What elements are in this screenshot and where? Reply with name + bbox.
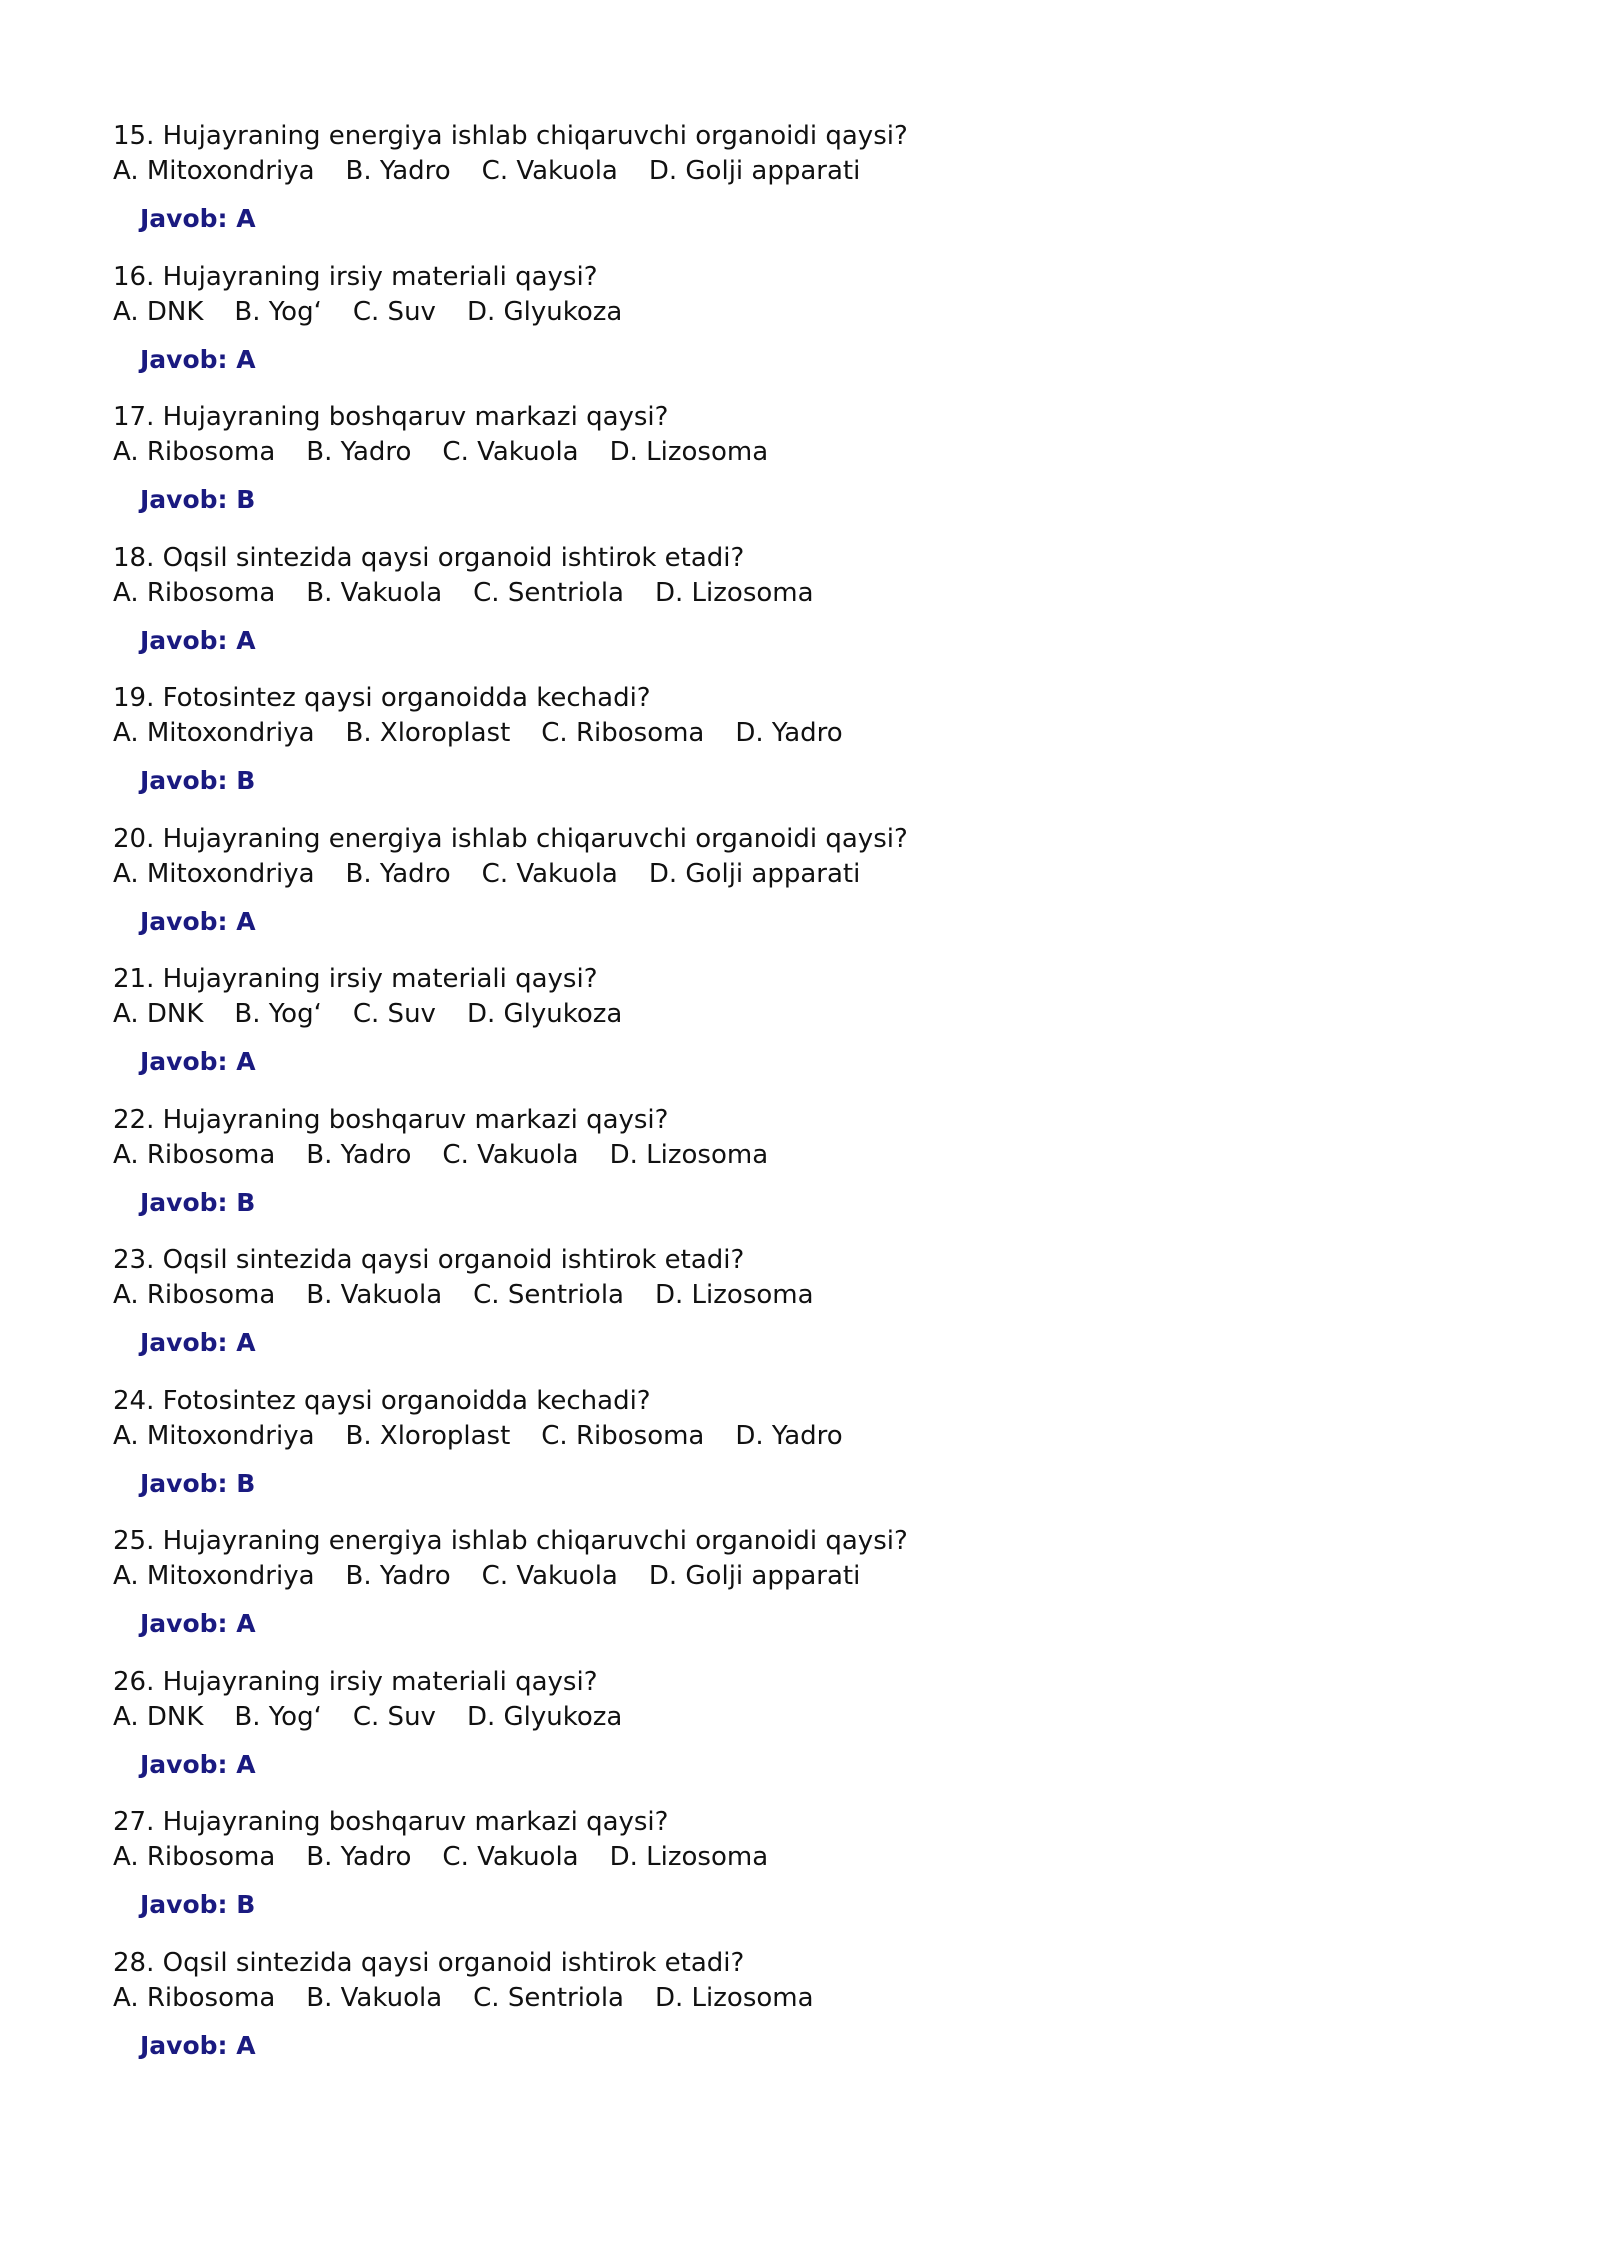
question-item: [113, 1666, 1493, 1807]
option-c: C. Ribosoma: [541, 718, 705, 748]
option-a: A. Mitoxondriya: [113, 156, 315, 186]
option-b: B. Yadro: [306, 1842, 412, 1872]
option-d: D. Glyukoza: [466, 1701, 623, 1732]
answer-line: Javob: A: [140, 1047, 256, 1076]
option-b: B. Xloroplast: [345, 718, 511, 748]
question-item: [113, 401, 1493, 542]
answer-line: Javob: B: [140, 766, 256, 795]
option-d: D. Golji apparati: [648, 1561, 861, 1591]
option-d: D. Yadro: [735, 1420, 843, 1451]
option-c: C. Suv: [352, 296, 436, 327]
option-d: D. Lizosoma: [609, 437, 769, 467]
answer-line: Javob: A: [140, 1749, 256, 1779]
option-a: A. Ribosoma: [113, 577, 276, 608]
option-c: C. Suv: [352, 999, 436, 1029]
option-b: B. Yog‘: [234, 1701, 322, 1732]
answer-line: Javob: A: [140, 1609, 256, 1638]
question-text: 15. Hujayraning energiya ishlab chiqaruvchi organoidi qaysi?: [113, 121, 908, 151]
question-item: [113, 1385, 1493, 1526]
option-c: C. Sentriola: [473, 1982, 624, 2013]
option-b: B. Xloroplast: [345, 1420, 511, 1451]
option-a: A. DNK: [113, 1701, 204, 1732]
question-text: 22. Hujayraning boshqaruv markazi qaysi?: [113, 1104, 669, 1135]
option-d: D. Glyukoza: [466, 999, 623, 1029]
option-d: D. Golji apparati: [648, 156, 861, 186]
question-text: 24. Fotosintez qaysi organoidda kechadi?: [113, 1385, 651, 1416]
option-c: C. Vakuola: [481, 858, 618, 889]
option-d: D. Glyukoza: [466, 296, 623, 327]
options-row: [113, 155, 891, 187]
option-a: A. Ribosoma: [113, 1139, 276, 1170]
option-c: C. Vakuola: [442, 1842, 579, 1872]
option-a: A. Mitoxondriya: [113, 858, 315, 889]
option-a: A. Mitoxondriya: [113, 1561, 315, 1591]
answer-line: Javob: A: [140, 625, 256, 655]
option-d: D. Yadro: [735, 718, 843, 748]
answer-line: Javob: A: [140, 344, 256, 374]
question-item: [113, 1947, 1493, 2088]
option-d: D. Lizosoma: [609, 1842, 769, 1872]
option-c: C. Sentriola: [473, 1280, 624, 1310]
option-b: B. Yog‘: [234, 296, 322, 327]
question-item: [113, 1806, 1493, 1947]
question-text: 20. Hujayraning energiya ishlab chiqaruvchi organoidi qaysi?: [113, 823, 908, 854]
option-b: B. Yadro: [306, 437, 412, 467]
option-b: B. Yadro: [345, 858, 451, 889]
options-row: [113, 1841, 799, 1873]
question-item: [113, 682, 1493, 823]
option-d: D. Lizosoma: [655, 577, 814, 608]
option-a: A. Ribosoma: [113, 1280, 276, 1310]
question-list: [113, 120, 1493, 2087]
option-a: A. Ribosoma: [113, 437, 276, 467]
option-b: B. Yadro: [345, 1561, 451, 1591]
options-row: [113, 1279, 845, 1311]
options-row: [113, 858, 891, 890]
question-item: [113, 963, 1493, 1104]
question-item: [113, 542, 1493, 683]
option-d: D. Golji apparati: [648, 858, 861, 889]
question-text: 27. Hujayraning boshqaruv markazi qaysi?: [113, 1807, 669, 1837]
option-d: D. Lizosoma: [609, 1139, 769, 1170]
question-item: [113, 261, 1493, 402]
question-text: 25. Hujayraning energiya ishlab chiqaruvchi organoidi qaysi?: [113, 1526, 908, 1556]
question-item: [113, 823, 1493, 964]
question-text: 16. Hujayraning irsiy materiali qaysi?: [113, 261, 598, 292]
question-text: 28. Oqsil sintezida qaysi organoid ishtirok etadi?: [113, 1947, 745, 1978]
question-item: [113, 1104, 1493, 1245]
question-text: 23. Oqsil sintezida qaysi organoid ishtirok etadi?: [113, 1245, 745, 1275]
options-row: [113, 296, 653, 328]
option-c: C. Vakuola: [481, 1561, 618, 1591]
answer-line: Javob: B: [140, 1468, 256, 1498]
option-c: C. Vakuola: [481, 156, 618, 186]
question-text: 26. Hujayraning irsiy materiali qaysi?: [113, 1666, 598, 1697]
options-row: [113, 1560, 891, 1592]
question-text: 17. Hujayraning boshqaruv markazi qaysi?: [113, 402, 669, 432]
options-row: [113, 1420, 874, 1452]
options-row: [113, 1701, 653, 1733]
option-b: B. Vakuola: [306, 1280, 443, 1310]
option-d: D. Lizosoma: [655, 1982, 814, 2013]
option-b: B. Yog‘: [234, 999, 322, 1029]
option-c: C. Vakuola: [442, 437, 579, 467]
option-a: A. DNK: [113, 999, 204, 1029]
option-a: A. Mitoxondriya: [113, 718, 315, 748]
option-d: D. Lizosoma: [655, 1280, 814, 1310]
answer-line: Javob: B: [140, 1187, 256, 1217]
options-row: [113, 436, 799, 468]
options-row: [113, 577, 845, 609]
option-b: B. Vakuola: [306, 577, 443, 608]
option-c: C. Vakuola: [442, 1139, 579, 1170]
options-row: [113, 1982, 845, 2014]
answer-line: Javob: A: [140, 906, 256, 936]
option-a: A. DNK: [113, 296, 204, 327]
question-item: [113, 1525, 1493, 1666]
options-row: [113, 717, 874, 749]
question-text: 19. Fotosintez qaysi organoidda kechadi?: [113, 683, 651, 713]
option-c: C. Sentriola: [473, 577, 624, 608]
answer-line: Javob: B: [140, 1890, 256, 1919]
option-a: A. Ribosoma: [113, 1842, 276, 1872]
option-a: A. Ribosoma: [113, 1982, 276, 2013]
answer-line: Javob: A: [140, 204, 256, 233]
options-row: [113, 998, 653, 1030]
option-c: C. Ribosoma: [541, 1420, 705, 1451]
option-c: C. Suv: [352, 1701, 436, 1732]
option-b: B. Yadro: [345, 156, 451, 186]
question-item: [113, 1244, 1493, 1385]
option-a: A. Mitoxondriya: [113, 1420, 315, 1451]
options-row: [113, 1139, 799, 1171]
question-text: 21. Hujayraning irsiy materiali qaysi?: [113, 964, 598, 994]
option-b: B. Yadro: [306, 1139, 412, 1170]
answer-line: Javob: B: [140, 485, 256, 514]
answer-line: Javob: A: [140, 2030, 256, 2060]
question-item: [113, 120, 1493, 261]
question-text: 18. Oqsil sintezida qaysi organoid ishtirok etadi?: [113, 542, 745, 573]
answer-line: Javob: A: [140, 1328, 256, 1357]
option-b: B. Vakuola: [306, 1982, 443, 2013]
